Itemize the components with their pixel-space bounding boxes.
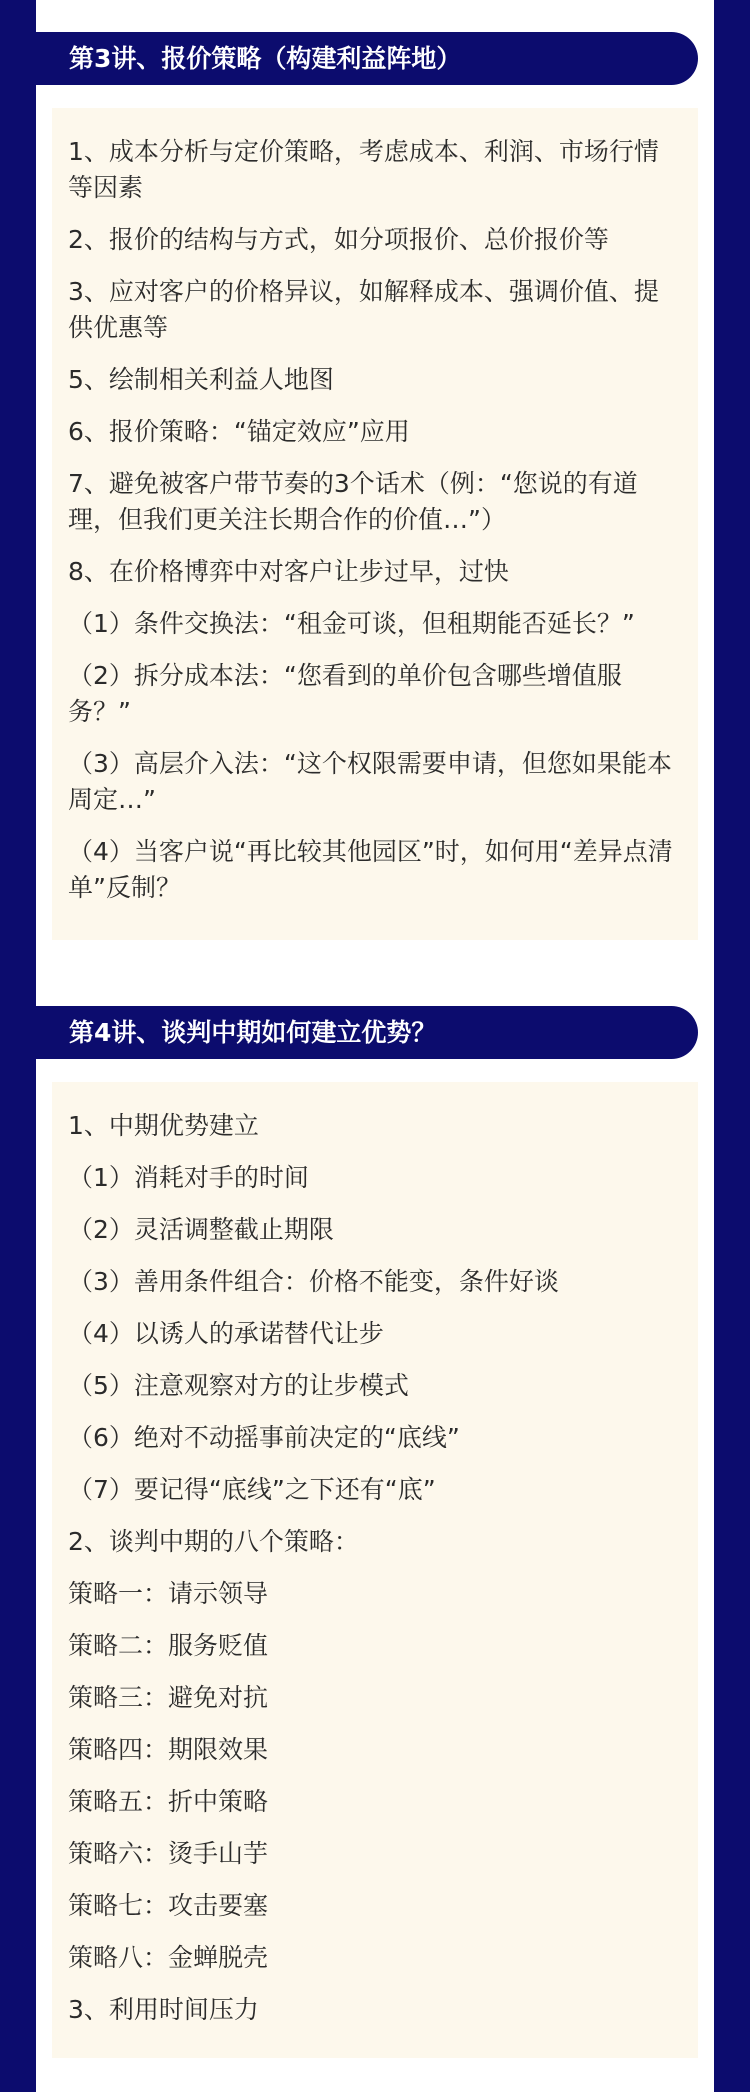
section-4-item: 策略八：金蝉脱壳	[68, 1943, 269, 1972]
section-3-item: （4）当客户说“再比较其他园区”时，如何用“差异点清单”反制？	[68, 837, 673, 902]
section-4-item: 2、谈判中期的八个策略：	[68, 1527, 359, 1556]
section-3-item: （3）高层介入法：“这个权限需要申请，但您如果能本周定…”	[68, 749, 672, 814]
section-3-item: 2、报价的结构与方式，如分项报价、总价报价等	[68, 225, 609, 254]
left-border	[0, 0, 36, 2092]
section-3-item: 7、避免被客户带节奏的3个话术（例：“您说的有道理，但我们更关注长期合作的价值…”）	[68, 469, 638, 534]
section-3-item: 3、应对客户的价格异议，如解释成本、强调价值、提供优惠等	[68, 277, 659, 342]
section-4-item: 策略一：请示领导	[68, 1579, 269, 1608]
section-4-item: （1）消耗对手的时间	[68, 1163, 309, 1192]
section-4-item: 1、中期优势建立	[68, 1111, 259, 1140]
section-3-title: 第3讲、报价策略（构建利益阵地）	[36, 32, 698, 85]
section-3-item: （2）拆分成本法：“您看到的单价包含哪些增值服务？”	[68, 661, 622, 726]
section-4-item: （2）灵活调整截止期限	[68, 1215, 334, 1244]
section-3-item: 5、绘制相关利益人地图	[68, 365, 334, 394]
section-4-item: （7）要记得“底线”之下还有“底”	[68, 1475, 436, 1504]
section-4-title: 第4讲、谈判中期如何建立优势？	[36, 1006, 698, 1059]
section-4-item: （6）绝对不动摇事前决定的“底线”	[68, 1423, 460, 1452]
section-3-card	[52, 108, 698, 940]
section-4	[36, 1006, 698, 1059]
right-border	[714, 0, 750, 2092]
section-4-item: 策略七：攻击要塞	[68, 1891, 269, 1920]
section-3-item: （1）条件交换法：“租金可谈，但租期能否延长？”	[68, 609, 635, 638]
section-4-item: 策略四：期限效果	[68, 1735, 269, 1764]
section-3-item: 6、报价策略：“锚定效应”应用	[68, 417, 410, 446]
section-4-card	[52, 1082, 698, 2058]
section-4-item: 策略六：烫手山芋	[68, 1839, 269, 1868]
section-4-item: 策略三：避免对抗	[68, 1683, 269, 1712]
section-3	[36, 32, 698, 85]
section-4-item: （3）善用条件组合：价格不能变，条件好谈	[68, 1267, 559, 1296]
section-3-item: 8、在价格博弈中对客户让步过早，过快	[68, 557, 509, 586]
section-4-item: 3、利用时间压力	[68, 1995, 259, 2024]
section-4-item: 策略五：折中策略	[68, 1787, 269, 1816]
section-4-item: 策略二：服务贬值	[68, 1631, 269, 1660]
section-3-item: 1、成本分析与定价策略，考虑成本、利润、市场行情等因素	[68, 137, 659, 202]
section-4-item: （4）以诱人的承诺替代让步	[68, 1319, 384, 1348]
section-4-item: （5）注意观察对方的让步模式	[68, 1371, 409, 1400]
